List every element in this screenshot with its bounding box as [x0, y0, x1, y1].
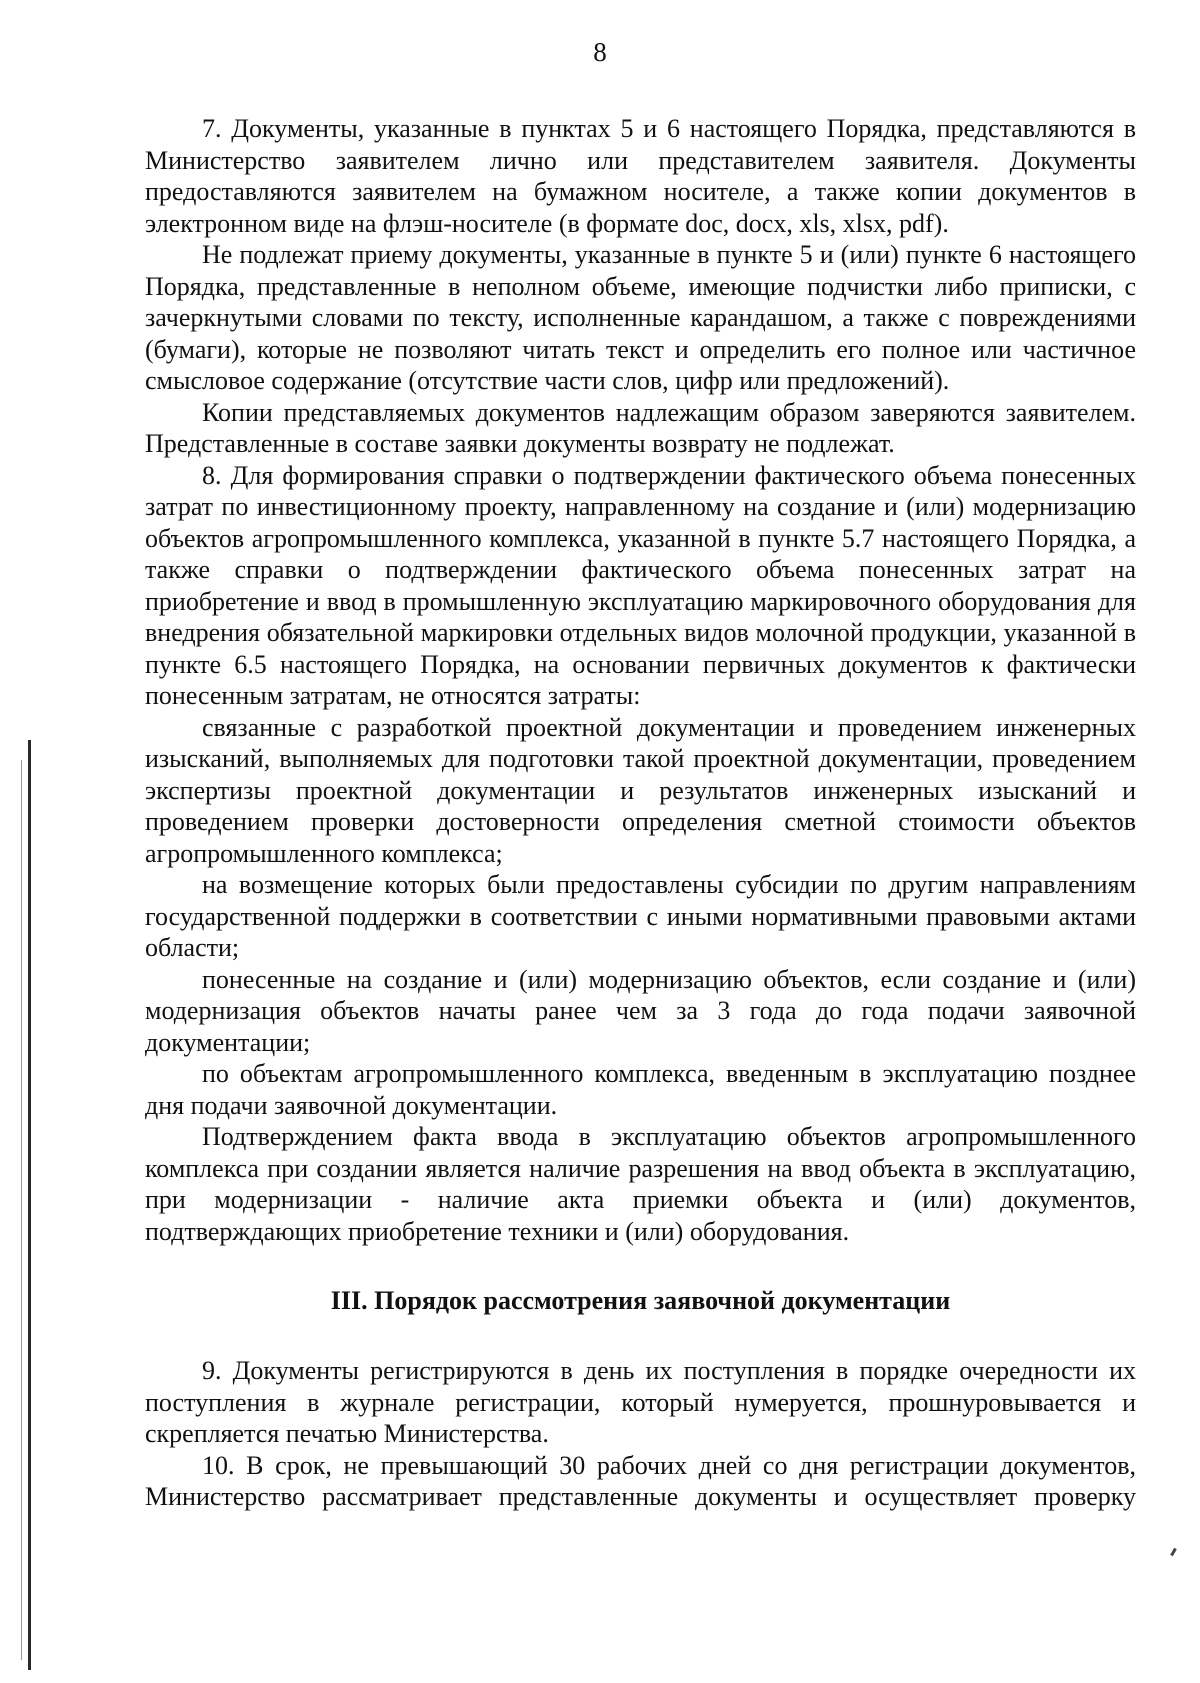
section-heading: III. Порядок рассмотрения заявочной документации — [330, 1286, 951, 1315]
document-body — [145, 113, 1136, 1513]
paragraph-10: 10. В срок, не превышающий 30 рабочих дней со дня регистрации документов, Министерство рассматривает представленные документы и осуществляет проверку — [145, 1450, 1136, 1511]
paragraph-7: 7. Документы, указанные в пунктах 5 и 6 настоящего Порядка, представляются в Министерство заявителем лично или представителем заявителя. Документы предоставляются заявителем на бумажном носителе, а также копии документов в электронном виде на флэш-носителе (в формате doc, docx, xls, xlsx, pdf). — [145, 114, 1136, 238]
paragraph-copies: Копии представляемых документов надлежащим образом заверяются заявителем. Представленные в составе заявки документы возврату не подлежат. — [145, 397, 1136, 458]
scan-artifact-mark — [1170, 1548, 1177, 1556]
list-item-subsidized-costs: на возмещение которых были предоставлены субсидии по другим направлениям государственной поддержки в соответствии с иными нормативными правовыми актами области; — [145, 870, 1136, 962]
paragraph-9: 9. Документы регистрируются в день их поступления в порядке очередности их поступления в журнале регистрации, который нумеруется, прошнуровывается и скрепляется печатью Министерства. — [145, 1356, 1136, 1448]
page-number: 8 — [593, 37, 607, 67]
scan-binding-shadow — [21, 760, 22, 1660]
paragraph-commissioning-proof: Подтверждением факта ввода в эксплуатацию объектов агропромышленного комплекса при создании является наличие разрешения на ввод объекта в эксплуатацию, при модернизации - наличие акта приемки объекта и (или) документов, подтверждающих приобретение техники и (или) оборудования. — [145, 1122, 1136, 1246]
list-item-early-start-costs: понесенные на создание и (или) модернизацию объектов, если создание и (или) модернизация объектов начаты ранее чем за 3 года до года подачи заявочной документации; — [145, 964, 1136, 1057]
paragraph-8: 8. Для формирования справки о подтверждении фактического объема понесенных затрат по инвестиционному проекту, направленному на создание и (или) модернизацию объектов агропромышленного комплекса, указанной в пункте 5.7 настоящего Порядка, а также справки о подтверждении фактического объема понесенных затрат на приобретение и ввод в промышленную эксплуатацию маркировочного оборудования для внедрения обязательной маркировки отдельных видов молочной продукции, указанной в пункте 6.5 настоящего Порядка, на основании первичных документов к фактически понесенным затратам, не относятся затраты: — [145, 460, 1136, 710]
list-item-late-commissioning: по объектам агропромышленного комплекса, введенным в эксплуатацию позднее дня подачи заявочной документации. — [145, 1059, 1136, 1120]
scan-binding-edge — [28, 740, 31, 1670]
paragraph-not-accepted: Не подлежат приему документы, указанные в пункте 5 и (или) пункте 6 настоящего Порядка, представленные в неполном объеме, имеющие подчистки либо приписки, с зачеркнутыми словами по тексту, исполненные карандашом, а также с повреждениями (бумаги), которые не позволяют читать текст и определить его полное или частичное смысловое содержание (отсутствие части слов, цифр или предложений). — [145, 240, 1136, 395]
list-item-design-costs: связанные с разработкой проектной документации и проведением инженерных изысканий, выполняемых для подготовки такой проектной документации, проведением экспертизы проектной документации и результатов инженерных изысканий и проведением проверки достоверности определения сметной стоимости объектов агропромышленного комплекса; — [145, 712, 1136, 868]
